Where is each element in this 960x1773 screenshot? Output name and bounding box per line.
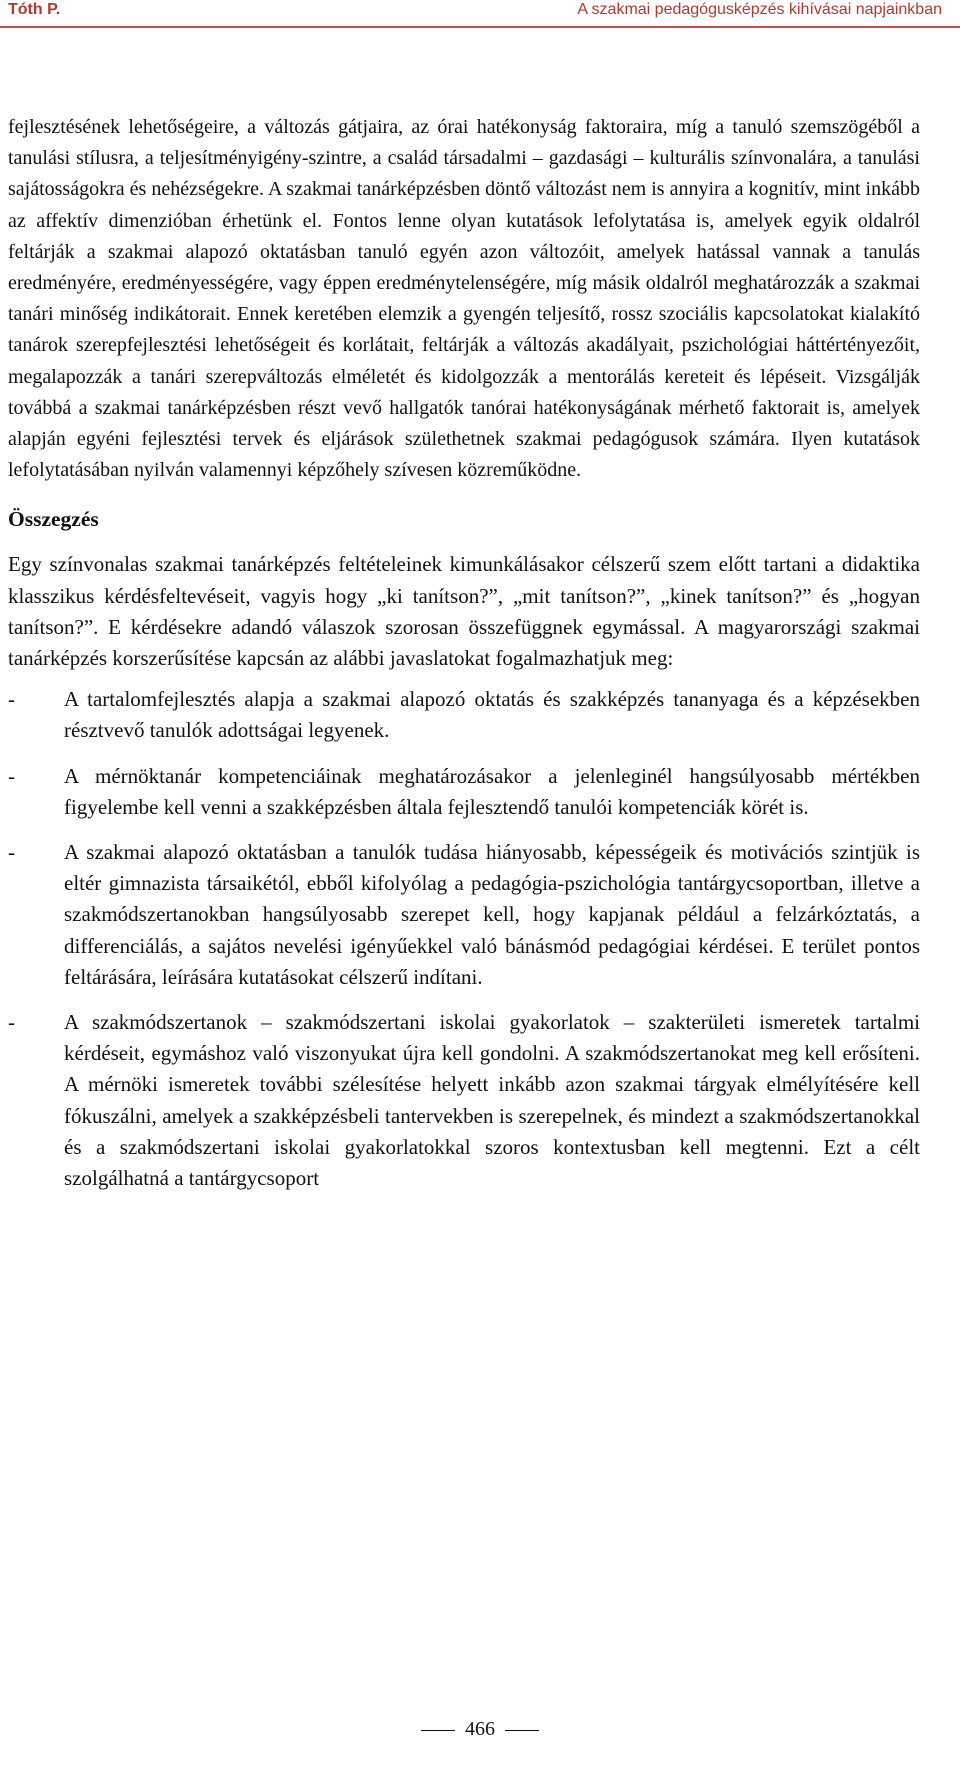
list-item: [8, 761, 920, 823]
list-item-text: A szakmai alapozó oktatásban a tanulók tudása hiányosabb, képességeik és motivációs szintjük is eltér gimnazista társaikétól, ebből kifolyólag a pedagógia-pszichológia tantárgycsoportban, illetve a szakmódszertanokban hangsúlyosabb szerepet kell, hogy kapjanak például a felzárkóztatás, a differenciálás, a sajátos nevelési igényűekkel való bánásmód pedagógiai kérdései. E terület pontos feltárására, leírására kutatásokat célszerű indítani.: [64, 840, 920, 989]
footer-dash-right: [505, 1730, 539, 1731]
running-header: [0, 0, 960, 30]
list-marker: -: [8, 840, 15, 865]
list-marker: -: [8, 1010, 15, 1035]
list-item: [8, 684, 920, 746]
list-item-text: A szakmódszertanok – szakmódszertani iskolai gyakorlatok – szakterületi ismeretek tartalmi kérdéseit, egymáshoz való viszonyukat újra kell gondolni. A szakmódszertanokat meg kell erősíteni. A mérnöki ismeretek további szélesítése helyett inkább azon szakmai tárgyak elmélyítésére kell fókuszálni, amelyek a szakképzésbeli tantervekben is szerepelnek, és mindezt a szakmódszertanokkal és a szakmódszertani iskolai gyakorlatokkal szoros kontextusban kell megtenni. Ezt a célt szolgálhatná a tantárgycsoport: [64, 1010, 920, 1191]
footer-dash-left: [421, 1730, 455, 1731]
page-number: 466: [465, 1718, 495, 1740]
page-body: [8, 112, 920, 1208]
section-heading-summary: Összegzés: [8, 507, 99, 532]
body-paragraph-1: fejlesztésének lehetőségeire, a változás gátjaira, az órai hatékonyság faktoraira, míg a tanuló szemszögéből a tanulási stílusra, a teljesítményigény-szintre, a család társadalmi – gazdasági – kulturális színvonalára, a tanulási sajátosságokra és nehézségekre. A szakmai tanárképzésben döntő változást nem is annyira a kognitív, mint inkább az affektív dimenzióban érhetünk el. Fontos lenne olyan kutatások lefolytatása is, amelyek egyik oldalról feltárják a szakmai alapozó oktatásban tanuló egyén azon változóit, amelyek hatással vannak a tanulás eredményére, eredményességére, vagy éppen eredménytelenségére, míg másik oldalról meghatározzák a szakmai tanári minőség indikátorait. Ennek keretében elemzik a gyengén teljesítő, rossz szociális kapcsolatokat kialakító tanárok szerepfejlesztési lehetőségeit és korlátait, feltárják a változás akadályait, pszichológiai háttértényezőit, megalapozzák a tanári szerepváltozás elméletét és kidolgozzák a mentorálás kereteit és lépéseit. Vizsgálják továbbá a szakmai tanárképzésben részt vevő hallgatók tanórai hatékonyságának mérhető faktorait is, amelyek alapján egyéni fejlesztési tervek és eljárások születhetnek szakmai pedagógusok számára. Ilyen kutatások lefolytatásában nyilván valamennyi képzőhely szívesen közreműködne.: [8, 116, 920, 482]
header-title: A szakmai pedagógusképzés kihívásai napjainkban: [577, 1, 942, 18]
header-rule: [0, 26, 960, 28]
list-item-text: A mérnöktanár kompetenciáinak meghatározásakor a jelenleginél hangsúlyosabb mértékben figyelembe kell venni a szakképzésben általa fejlesztendő tanulói kompetenciák körét is.: [64, 763, 920, 819]
body-paragraph-2: Egy színvonalas szakmai tanárképzés feltételeinek kimunkálásakor célszerű szem előtt tartani a didaktika klasszikus kérdésfeltevéseit, vagyis hogy „ki tanítson?”, „mit tanítson?”, „kinek tanítson?” és „hogyan tanítson?”. E kérdésekre adandó válaszok szorosan összefüggnek egymással. A magyarországi szakmai tanárképzés korszerűsítése kapcsán az alábbi javaslatokat fogalmazhatjuk meg:: [8, 552, 920, 671]
list-item: [8, 1007, 920, 1194]
page-footer: [0, 1717, 960, 1741]
header-author: Tóth P.: [8, 1, 61, 18]
list-marker: -: [8, 687, 15, 712]
list-marker: -: [8, 763, 15, 788]
list-item-text: A tartalomfejlesztés alapja a szakmai alapozó oktatás és szakképzés tananyaga és a képzésekben résztvevő tanulók adottságai legyenek.: [64, 687, 920, 743]
list-item: [8, 837, 920, 993]
proposal-list: [8, 684, 920, 1194]
